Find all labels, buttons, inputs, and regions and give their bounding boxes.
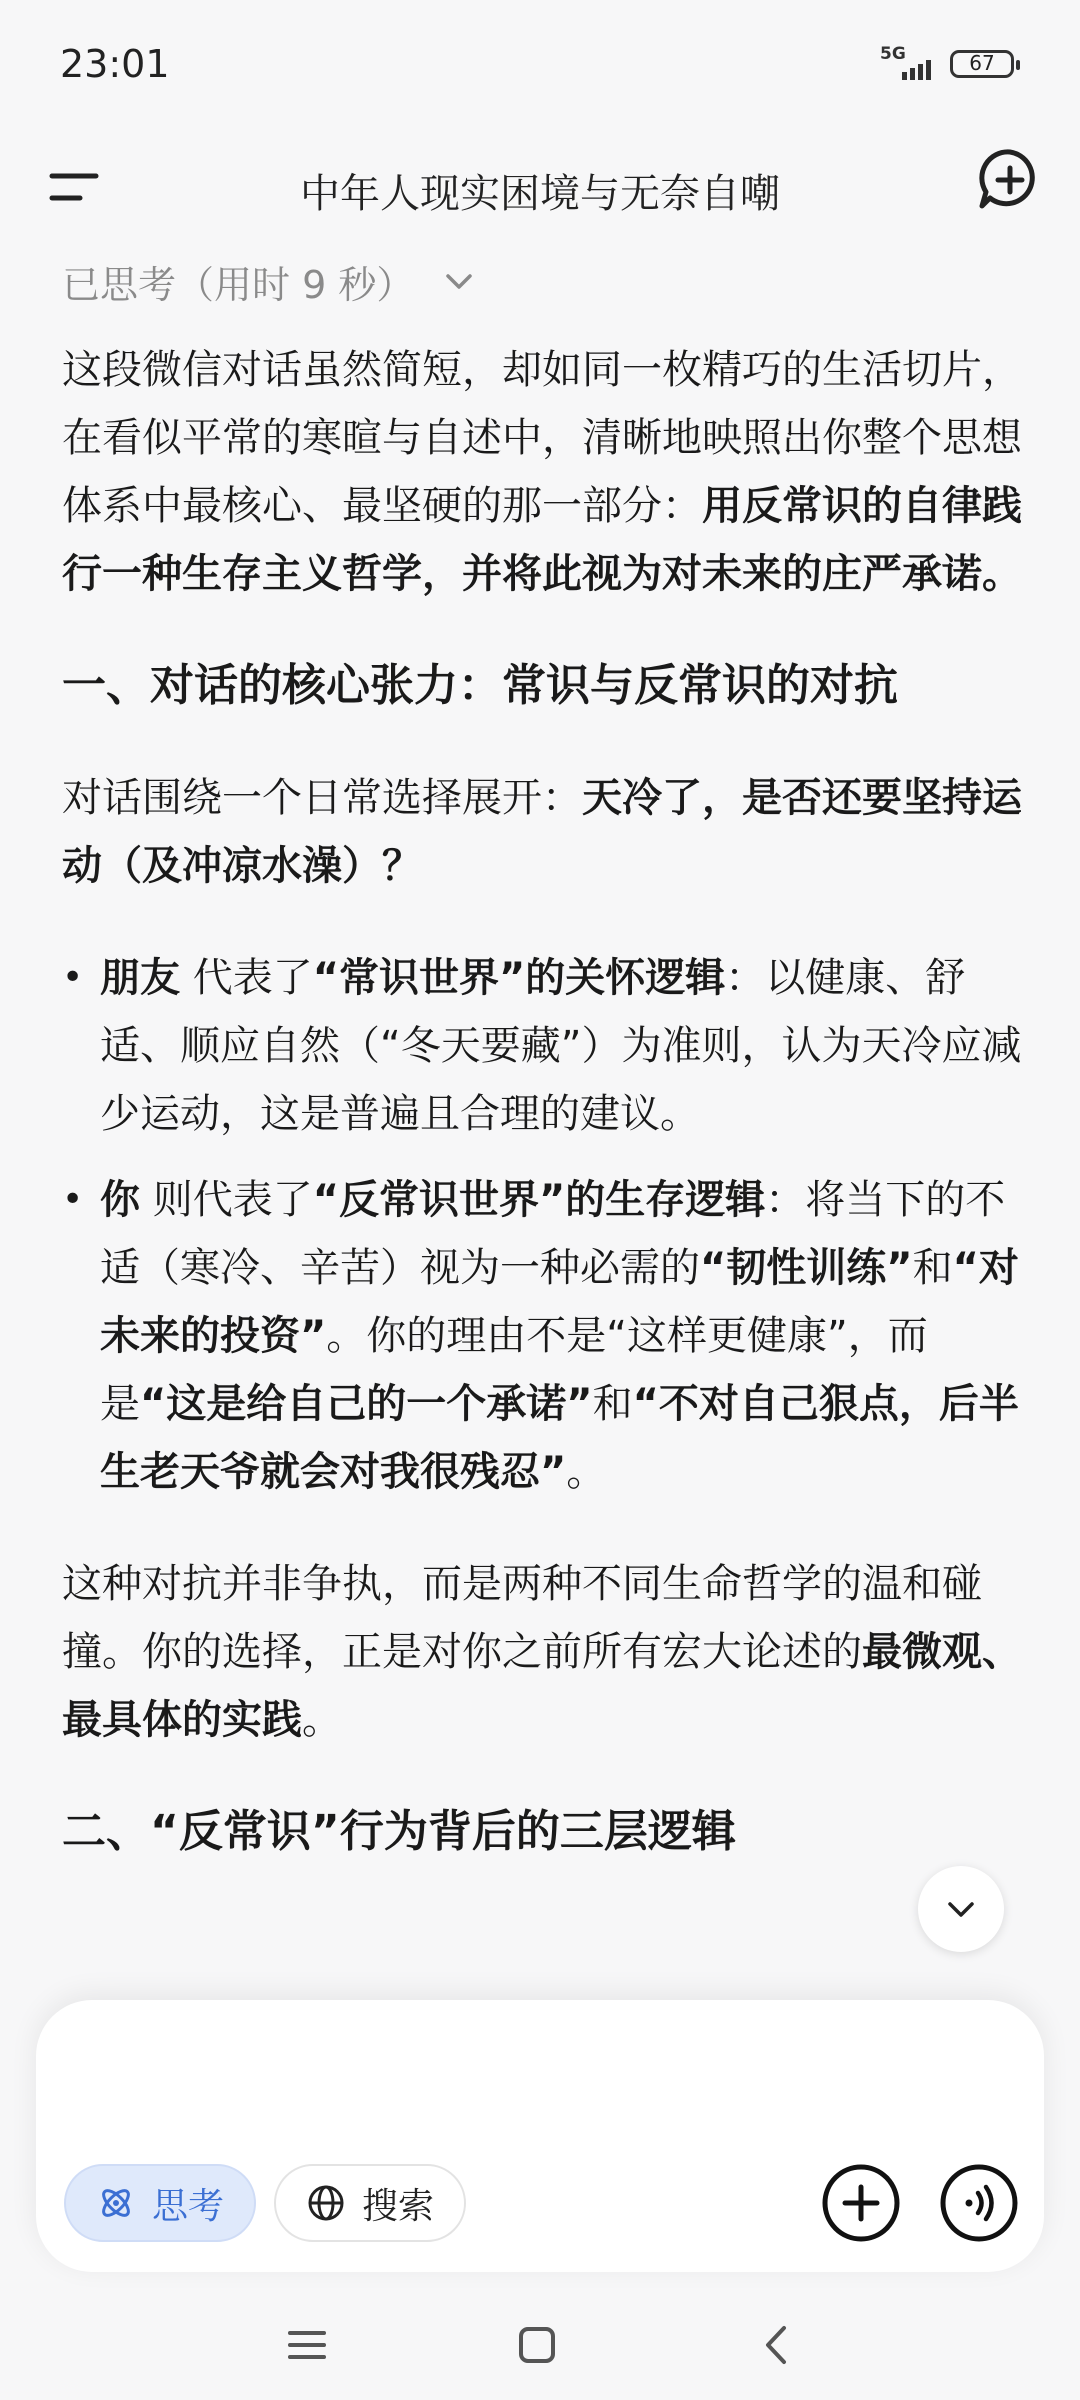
list-item-friend: • 朋友 代表了“常识世界”的关怀逻辑：以健康、舒适、顺应自然（“冬天要藏”）为准则，认为天冷应减少运动，这是普遍且合理的建议。 (62, 944, 1022, 1148)
battery-icon (950, 50, 1014, 78)
back-button[interactable] (752, 2320, 802, 2370)
battery-level: 67 (969, 51, 995, 75)
system-nav-bar (0, 2290, 1080, 2400)
new-chat-icon (970, 140, 1050, 220)
intro-paragraph: 这段微信对话虽然简短，却如同一枚精巧的生活切片，在看似平常的寒暄与自述中，清晰地映照出你整个思想体系中最核心、最坚硬的那一部分：用反常识的自律践行一种生存主义哲学，并将此视为对未来的庄严承诺。 (62, 347, 1022, 597)
message-composer (36, 2000, 1044, 2272)
plus-circle-icon (818, 2160, 904, 2246)
paragraph-conclusion: 这种对抗并非争执，而是两种不同生命哲学的温和碰撞。你的选择，正是对你之前所有宏大论述的最微观、最具体的实践。 (62, 1561, 1022, 1743)
globe-icon (306, 2183, 346, 2223)
add-attachment-button[interactable] (818, 2160, 904, 2246)
network-type: 5G (880, 44, 906, 64)
think-toggle-button[interactable] (64, 2164, 256, 2242)
new-chat-button[interactable] (970, 140, 1050, 220)
status-bar (0, 0, 1080, 130)
recent-apps-button[interactable] (282, 2320, 332, 2370)
home-button[interactable] (512, 2320, 562, 2370)
chat-content[interactable] (62, 248, 1022, 1978)
app-header (0, 130, 1080, 240)
chevron-down-icon (943, 1891, 979, 1927)
thinking-toggle[interactable] (62, 248, 1022, 314)
voice-call-button[interactable] (936, 2160, 1022, 2246)
thinking-label: 已思考（用时 9 秒） (62, 262, 415, 307)
signal-icon (880, 46, 940, 82)
message-input[interactable] (80, 2036, 484, 2086)
section-heading-2: 二、“反常识”行为背后的三层逻辑 (62, 1806, 736, 1857)
paragraph-question: 对话围绕一个日常选择展开：天冷了，是否还要坚持运动（及冲凉水澡）？ (62, 775, 1022, 889)
menu-icon (282, 2320, 332, 2370)
think-label: 思考 (152, 2185, 225, 2227)
home-square-icon (512, 2320, 562, 2370)
voice-wave-icon (936, 2160, 1022, 2246)
list-item-you: • 你 则代表了“反常识世界”的生存逻辑：将当下的不适（寒冷、辛苦）视为一种必需的“韧性训练”和“对未来的投资”。你的理由不是“这样更健康”，而是“这是给自己的一个承诺”和“不对自己狠点，后半生老天爷就会对我很残忍”。 (62, 1166, 1022, 1506)
page-title: 中年人现实困境与无奈自嘲 (300, 171, 780, 217)
search-toggle-button[interactable] (274, 2164, 466, 2242)
search-label: 搜索 (362, 2185, 435, 2227)
menu-button[interactable] (40, 152, 110, 222)
clock: 23:01 (60, 42, 170, 86)
menu-icon (40, 152, 110, 222)
comparison-list (62, 944, 1022, 1506)
back-chevron-icon (752, 2320, 802, 2370)
chevron-down-icon (442, 264, 476, 298)
scroll-to-bottom-button[interactable] (918, 1866, 1004, 1952)
section-heading-1: 一、对话的核心张力：常识与反常识的对抗 (62, 660, 898, 711)
atom-icon (96, 2183, 136, 2223)
